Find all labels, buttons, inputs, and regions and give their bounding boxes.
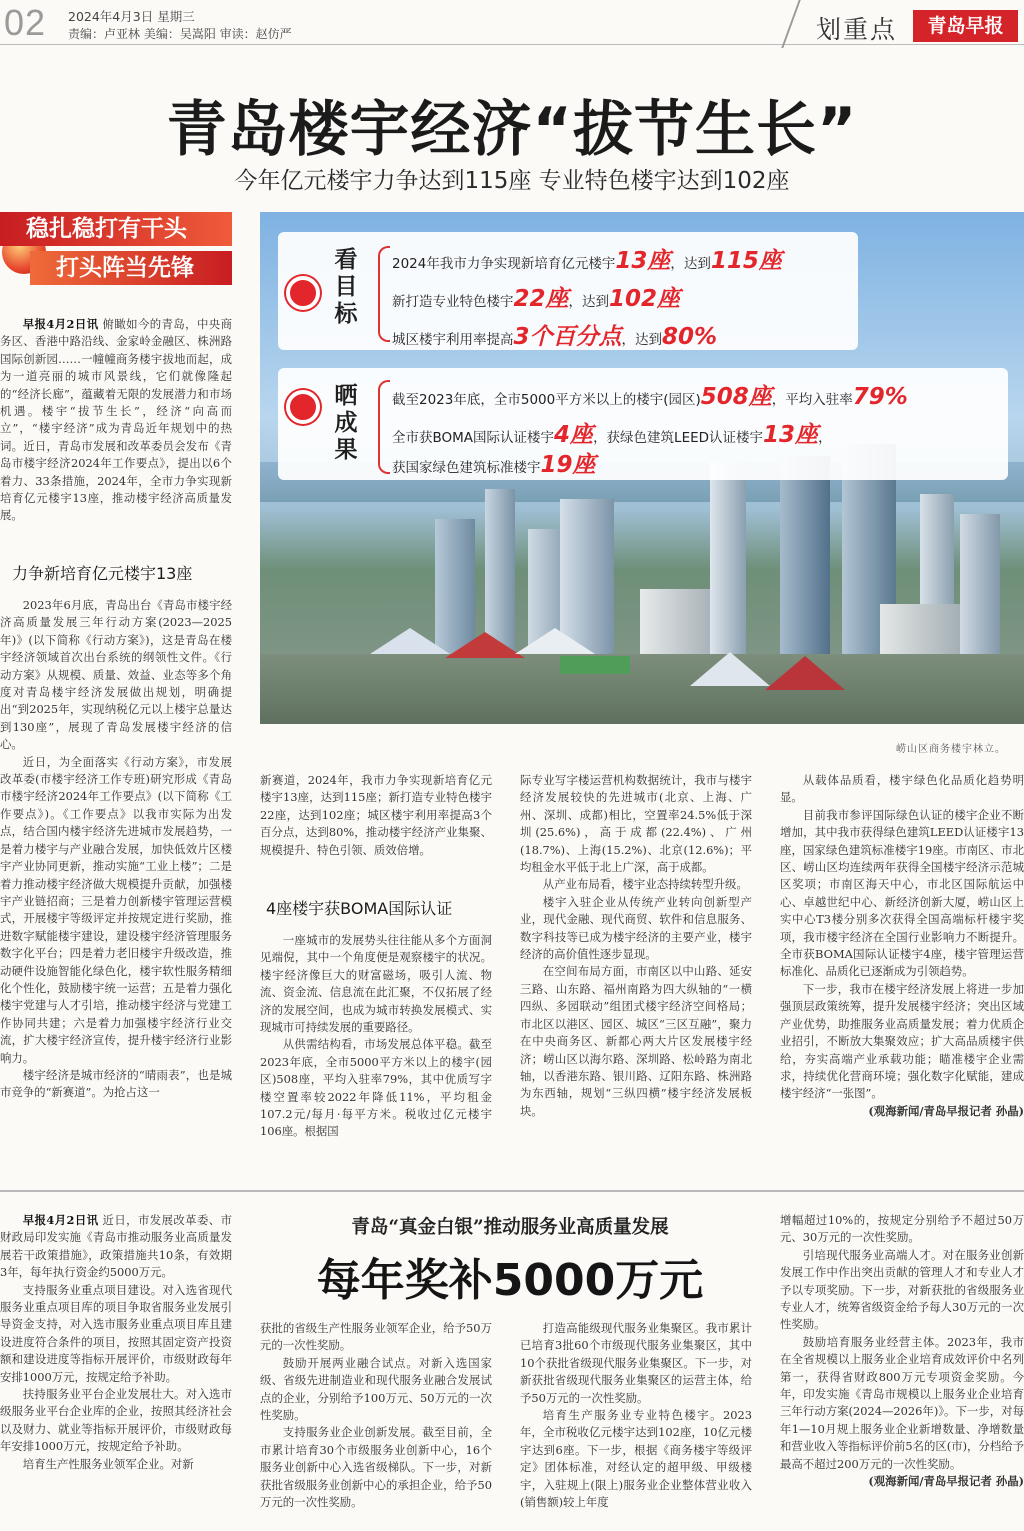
paragraph: 鼓励开展两业融合试点。对新入选国家级、省级先进制造业和现代服务业融合发展试点的企业，分别给予100万元、50万元的一次性奖励。 xyxy=(260,1355,492,1423)
paragraph: 获批的省级生产性服务业领军企业，给予50万元的一次性奖励。 xyxy=(260,1321,492,1353)
results-panel xyxy=(278,368,1008,480)
paragraph: 从供需结构看，市场发展总体平稳。截至2023年底，全市5000平方米以上的楼宇(园区)508座，平均入驻率79%，其中优质写字楼空置率较2022年降低11%，平均租金107.2元/每月·每平方米。税收过亿元楼宇106座。根据国 xyxy=(260,1037,492,1139)
paragraph: 近日，为全面落实《行动方案》，市发展改革委(市楼宇经济工作专班)研究形成《青岛市楼宇经济2024年工作要点》(以下简称《工作要点》)。《工作要点》以我市实际为出发点，结合国内楼宇经济先进城市发展趋势，一是着力楼宇与产业融合发展，加快低效片区楼宇产业协同更新，推动实施“工业上楼”；二是着力推动楼宇经济做大规模提升贡献，加强楼宇产业链招商；三是着力创新楼宇管理运营模式，开展楼宇等级评定并按规定进行奖励，推进数字赋能楼宇建设，建设楼宇经济管理服务数字化平台；四是着力老旧楼宇升级改造，推动硬件设施智能化绿色化，楼宇软性服务精细化个性化，鼓励楼宇统一运营；五是着力强化楼宇党建与人才引培，推动楼宇经济与党建工作协同共建；六是着力加强楼宇经济行业交流，扩大楼宇经济宣传，提升楼宇经济行业影响力。 xyxy=(0,754,232,1065)
paragraph: 近日，市发展改革委、市财政局印发实施《青岛市推动服务业高质量发展若干政策措施》，政策措施共10条，有效期3年，每年执行资金约5000万元。 xyxy=(0,1213,232,1280)
dateline: 早报4月2日讯 xyxy=(22,1213,99,1227)
goal-line: 2024年我市力争实现新培育亿元楼宇13座，达到115座 xyxy=(392,248,782,274)
bullet-icon xyxy=(286,276,320,310)
paragraph: 支持服务业重点项目建设。对入选省现代服务业重点项目库的项目争取省服务业发展引导资金支持，对入选市服务业重点项目库且建设进度符合条件的项目，按照其固定资产投资额和建设进度等指标开展评价，市级财政每年安排1000万元，按规定给予补助。 xyxy=(0,1282,232,1384)
story2-kicker: 青岛“真金白银”推动服务业高质量发展 xyxy=(351,1217,669,1238)
issue-date: 2024年4月3日 星期三 xyxy=(68,9,195,24)
paragraph: 新赛道，2024年，我市力争实现新培育亿元楼宇13座，达到115座；新打造专业特色楼宇22座，达到102座；城区楼宇利用率提高3个百分点，达到80%，推动楼宇经济产业集聚、规模提升、特色引领、质效倍增。 xyxy=(260,773,492,857)
infographic-photo xyxy=(260,212,1024,724)
paragraph: 2023年6月底，青岛出台《青岛市楼宇经济高质量发展三年行动方案(2023—2025年)》(以下简称《行动方案》)，这是青岛在楼宇经济领域首次出台系统的纲领性文件。《行动方案》从规模、质量、效益、业态等多个角度对青岛楼宇经济发展做出规划，明确提出“到2025年，实现纳税亿元以上楼宇总量达到130座”，展现了青岛发展楼宇经济的信心。 xyxy=(0,598,232,752)
results-title: 晒成果 xyxy=(334,382,358,463)
story1-col2 xyxy=(260,772,492,859)
goal-line: 城区楼宇利用率提高3个百分点，达到80% xyxy=(392,324,718,350)
story2-col2 xyxy=(260,1320,492,1511)
story1-subhead-1: 力争新培育亿元楼宇13座 xyxy=(12,564,193,583)
paragraph: 支持服务业企业创新发展。截至目前，全市累计培育30个市级服务业创新中心，16个服务业创新中心入选省级梯队。下一步，对新获批省级服务业创新中心的承担企业，给予50万元的一次性奖励。 xyxy=(260,1425,492,1510)
paragraph: 打造高能级现代服务业集聚区。我市累计已培育3批60个市级现代服务业集聚区，其中10个获批省级现代服务业集聚区。下一步，对新获批省级现代服务业集聚区的运营主体，给予50万元的一次性奖励。 xyxy=(520,1321,752,1405)
story1-col1-body xyxy=(0,597,232,1102)
byline: (观海新闻/青岛早报记者 孙晶) xyxy=(868,1103,1024,1118)
paragraph: 从产业布局看，楼宇业态持续转型升级。 xyxy=(542,877,748,892)
story2-col1 xyxy=(0,1212,232,1473)
goals-title: 看目标 xyxy=(334,246,358,327)
paragraph: 扶持服务业平台企业发展壮大。对入选市级服务业平台企业库的企业，按照其经济社会以及财力、就业等指标开展评价，市级财政每年安排1000万元，按规定给予补助。 xyxy=(0,1387,232,1454)
story2-col3 xyxy=(520,1320,752,1511)
photo-caption: 崂山区商务楼宇林立。 xyxy=(896,744,1006,755)
header-slash xyxy=(781,0,800,48)
paragraph: 增幅超过10%的，按规定分别给予不超过50万元、30万元的一次性奖励。 xyxy=(780,1213,1024,1245)
paragraph: 培育生产性服务业领军企业。对新 xyxy=(22,1456,194,1471)
story-divider xyxy=(0,1190,1024,1192)
result-line: 获国家绿色建筑标准楼宇19座 xyxy=(392,452,596,478)
goal-line: 新打造专业特色楼宇22座，达到102座 xyxy=(392,286,681,312)
byline: (观海新闻/青岛早报记者 孙晶) xyxy=(868,1474,1024,1489)
story2-title: 每年奖补5000万元 xyxy=(316,1255,704,1306)
story1-col4 xyxy=(780,772,1024,1120)
dateline: 早报4月2日讯 xyxy=(22,317,99,331)
page-number: 02 xyxy=(4,2,47,43)
kicker-line-2: 打头阵当先锋 xyxy=(30,251,232,285)
paper-logo: 青岛早报 xyxy=(913,10,1018,42)
paragraph: 目前我市参评国际绿色认证的楼宇企业不断增加，其中我市获得绿色建筑LEED认证楼宇13座，国家绿色建筑标准楼宇19座。市南区、市北区、崂山区均连续两年获得全国楼宇经济示范城区奖项；市南区海天中心，市北区国际航运中心、卓越世纪中心、新经济创新大厦，崂山区上实中心T3楼分别多次获得全国高端标杆楼宇奖项，我市楼宇经济在全国行业影响力不断提升。全市获BOMA国际认证楼宇4座，楼宇管理运营标准化、品质化已逐渐成为引领趋势。 xyxy=(780,807,1024,979)
paragraph: 俯瞰如今的青岛，中央商务区、香港中路沿线、金家岭金融区、株洲路国际创新园……一幢幢商务楼宇拔地而起，成为一道亮丽的城市风景线，它们就像隆起的“经济长廊”，蕴藏着无限的发展潜力和市场机遇。楼宇“拔节生长”，经济“向高而立”，“楼宇经济”成为青岛近年规划中的热词。近日，青岛市发展和改革委员会发布《青岛市楼宇经济2024年工作要点》，提出以6个着力、33条措施，2024年，全市力争实现新培育亿元楼宇13座，推动楼宇经济高质量发展。 xyxy=(0,317,232,523)
story1-col1 xyxy=(0,316,232,525)
paragraph: 下一步，我市在楼宇经济发展上将进一步加强顶层政策统筹，提升发展楼宇经济；突出区域产业优势，助推服务业高质量发展；着力优质企业招引，不断放大集聚效应；扩大高品质楼宇供给，夯实高端产业承载功能；瞄准楼宇企业需求，持续优化营商环境；强化数字化赋能，建成楼宇经济“一张图”。 xyxy=(780,981,1024,1101)
bullet-icon xyxy=(286,390,320,424)
paragraph: 楼宇经济是城市经济的“晴雨表”，也是城市竞争的“新赛道”。为抢占这一 xyxy=(0,1067,232,1100)
goals-panel xyxy=(278,232,858,350)
story1-col3 xyxy=(520,772,752,1120)
headline: 青岛楼宇经济“拔节生长” xyxy=(166,95,858,165)
brace xyxy=(378,380,390,474)
brace xyxy=(378,246,390,342)
story1-subhead-2: 4座楼宇获BOMA国际认证 xyxy=(266,899,453,918)
story2-col4 xyxy=(780,1212,1024,1491)
result-line: 截至2023年底，全市5000平方米以上的楼宇(园区)508座，平均入驻率79% xyxy=(392,384,908,410)
paragraph: 引培现代服务业高端人才。对在服务业创新发展工作中作出突出贡献的管理人才和专业人才予以专项奖励。下一步，对新获批的省级服务业专业人才，统筹省级资金给予每人30万元的一次性奖励。 xyxy=(780,1247,1024,1332)
subheadline: 今年亿元楼宇力争达到115座 专业特色楼宇达到102座 xyxy=(234,168,790,194)
paragraph: 从载体品质看，楼宇绿色化品质化趋势明显。 xyxy=(780,773,1024,805)
paragraph: 际专业写字楼运营机构数据统计，我市与楼宇经济发展较快的先进城市(北京、上海、广州、深圳、成都)相比，空置率24.5%低于深圳(25.6%)，高于成都(22.4%)、广州(18.7%)、上海(15.2%)、北京(12.6%)；平均租金水平低于北上广深，高于成都。 xyxy=(520,773,752,875)
section-title: 划重点 xyxy=(816,15,898,44)
story1-col2-body xyxy=(260,932,492,1141)
kicker-line-1: 稳扎稳打有干头 xyxy=(0,212,232,246)
paragraph: 楼宇入驻企业从传统产业转向创新型产业，现代金融、现代商贸、软件和信息服务、数字科技等已成为楼宇经济的主要产业，楼宇经济的高价值性逐步显现。 xyxy=(520,894,752,962)
editor-credits: 责编：卢亚林 美编：吴嵩阳 审读：赵仿严 xyxy=(68,27,292,41)
result-line: 全市获BOMA国际认证楼宇4座，获绿色建筑LEED认证楼宇13座， xyxy=(392,422,832,448)
paragraph: 培育生产服务业专业特色楼宇。2023年，全市税收亿元楼宇达到102座，10亿元楼宇达到6座。下一步，根据《商务楼宇等级评定》团体标准，对经认定的超甲级、甲级楼宇，入驻规上(限上)服务业企业整体营业收入(销售额)较上年度 xyxy=(520,1408,752,1510)
paragraph: 一座城市的发展势头往往能从多个方面洞见端倪，其中一个角度便是观察楼宇的状况。楼宇经济像巨大的财富磁场，吸引人流、物流、资金流、信息流在此汇聚，不仅拓展了经济的发展空间，也成为城市转换发展模式、实现城市可持续发展的重要路径。 xyxy=(260,933,492,1035)
paragraph: 在空间布局方面，市南区以中山路、延安三路、山东路、福州南路为四大纵轴的“一横四纵、多园联动”组团式楼宇经济空间格局；市北区以港区、园区、城区“三区互融”，聚力在中央商务区、新都心两大片区发展楼宇经济；崂山区以海尔路、深圳路、松岭路为南北轴，以香港东路、银川路、辽阳东路、株洲路为东西轴，规划“三纵四横”楼宇经济发展板块。 xyxy=(520,964,752,1118)
paragraph: 鼓励培育服务业经营主体。2023年，我市在全省规模以上服务业企业培育成效评价中名列第一，获得省财政800万元专项资金奖励。今年，印发实施《青岛市规模以上服务业企业培育三年行动方案(2024—2026年)》。下一步，对每年1—10月规上服务业企业新增数量、净增数量和营业收入等指标评价前5名的区(市)，分档给予最高不超过200万元的一次性奖励。 xyxy=(780,1334,1024,1471)
